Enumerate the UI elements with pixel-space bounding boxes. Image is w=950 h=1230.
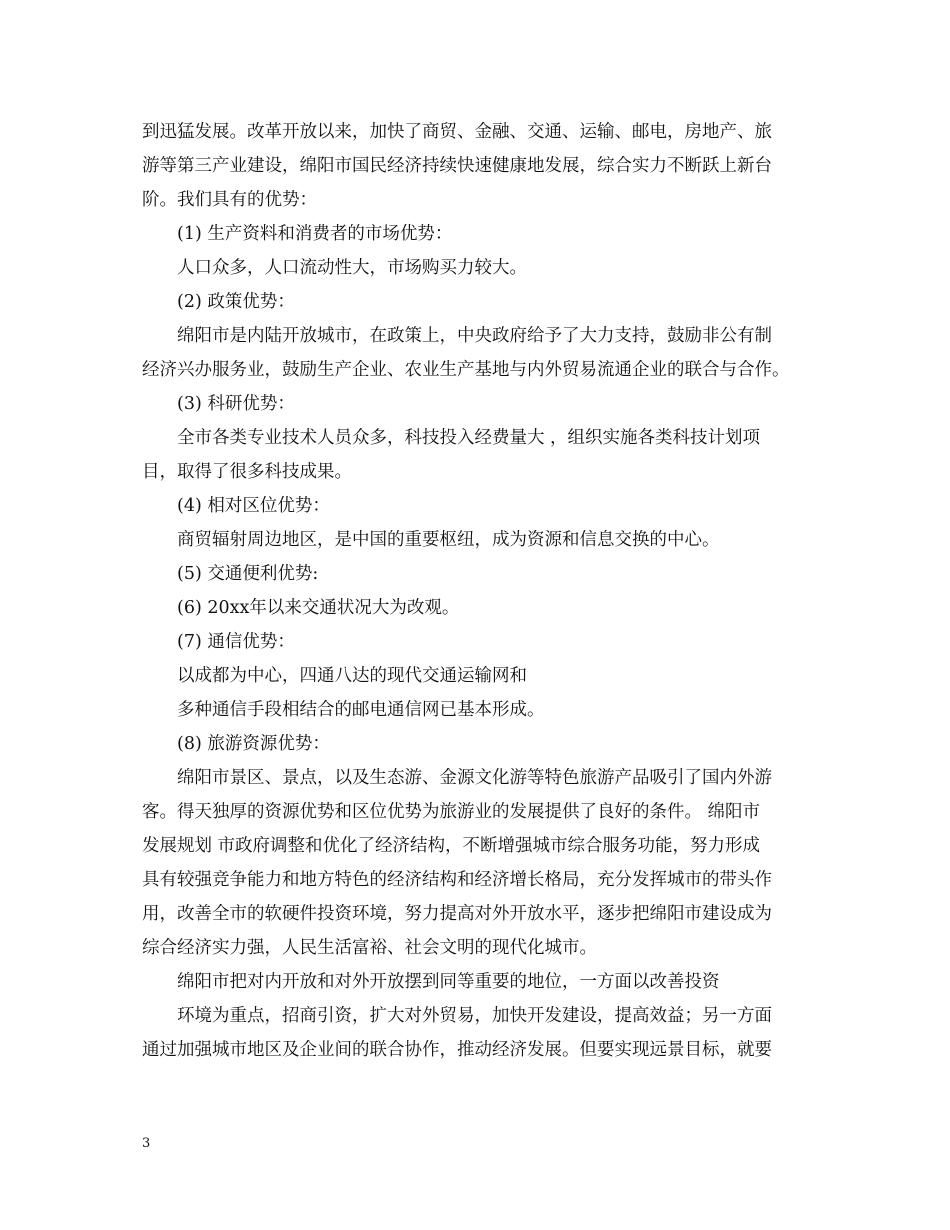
text-line: 多种通信手段相结合的邮电通信网已基本形成。 — [177, 700, 545, 720]
text-line: 到迅猛发展。改革开放以来，加快了商贸、金融、交通、运输、邮电，房地产、旅 — [142, 122, 772, 142]
text-line: 发展规划 市政府调整和优化了经济结构，不断增强城市综合服务功能，努力形成 — [142, 836, 761, 856]
body-text — [142, 115, 822, 1067]
list-heading: (5) 交通便利优势: — [177, 564, 319, 584]
list-heading: (2) 政策优势： — [177, 292, 295, 312]
text-line: 综合经济实力强，人民生活富裕、社会文明的现代化城市。 — [142, 938, 597, 958]
text-line: 全市各类专业技术人员众多，科技投入经费量大 ，组织实施各类科技计划项 — [177, 428, 761, 448]
text-line: 环境为重点，招商引资，扩大对外贸易，加快开发建设，提高效益；另一方面 — [177, 1006, 772, 1026]
page-number: 3 — [142, 1136, 151, 1151]
text-line: 以成都为中心，四通八达的现代交通运输网和 — [177, 666, 527, 686]
text-line: 商贸辐射周边地区，是中国的重要枢纽，成为资源和信息交换的中心。 — [177, 530, 720, 550]
text-line: 通过加强城市地区及企业间的联合协作，推动经济发展。但要实现远景目标，就要 — [142, 1040, 772, 1060]
text-line: 具有较强竞争能力和地方特色的经济结构和经济增长格局，充分发挥城市的带头作 — [142, 870, 772, 890]
text-line: 用，改善全市的软硬件投资环境，努力提高对外开放水平，逐步把绵阳市建设成为 — [142, 904, 772, 924]
list-heading: (1) 生产资料和消费者的市场优势： — [177, 224, 453, 244]
text-line: 经济兴办服务业，鼓励生产企业、农业生产基地与内外贸易流通企业的联合与合作。 — [142, 360, 790, 380]
text-line: 绵阳市把对内开放和对外开放摆到同等重要的地位，一方面以改善投资 — [177, 972, 720, 992]
list-heading: (7) 通信优势： — [177, 632, 295, 652]
list-heading: (3) 科研优势： — [177, 394, 295, 414]
list-heading: (6) 20xx年以来交通状况大为改观。 — [177, 598, 460, 618]
list-heading: (8) 旅游资源优势： — [177, 734, 330, 754]
text-line: 绵阳市景区、景点，以及生态游、金源文化游等特色旅游产品吸引了国内外游 — [177, 768, 772, 788]
text-line: 目，取得了很多科技成果。 — [142, 462, 352, 482]
text-line: 人口众多，人口流动性大，市场购买力较大。 — [177, 258, 527, 278]
text-line: 绵阳市是内陆开放城市，在政策上，中央政府给予了大力支持，鼓励非公有制 — [177, 326, 772, 346]
text-line: 游等第三产业建设，绵阳市国民经济持续快速健康地发展，综合实力不断跃上新台 — [142, 156, 772, 176]
list-heading: (4) 相对区位优势： — [177, 496, 330, 516]
text-line: 客。得天独厚的资源优势和区位优势为旅游业的发展提供了良好的条件。 绵阳市 — [142, 802, 761, 822]
text-line: 阶。我们具有的优势： — [142, 190, 317, 210]
